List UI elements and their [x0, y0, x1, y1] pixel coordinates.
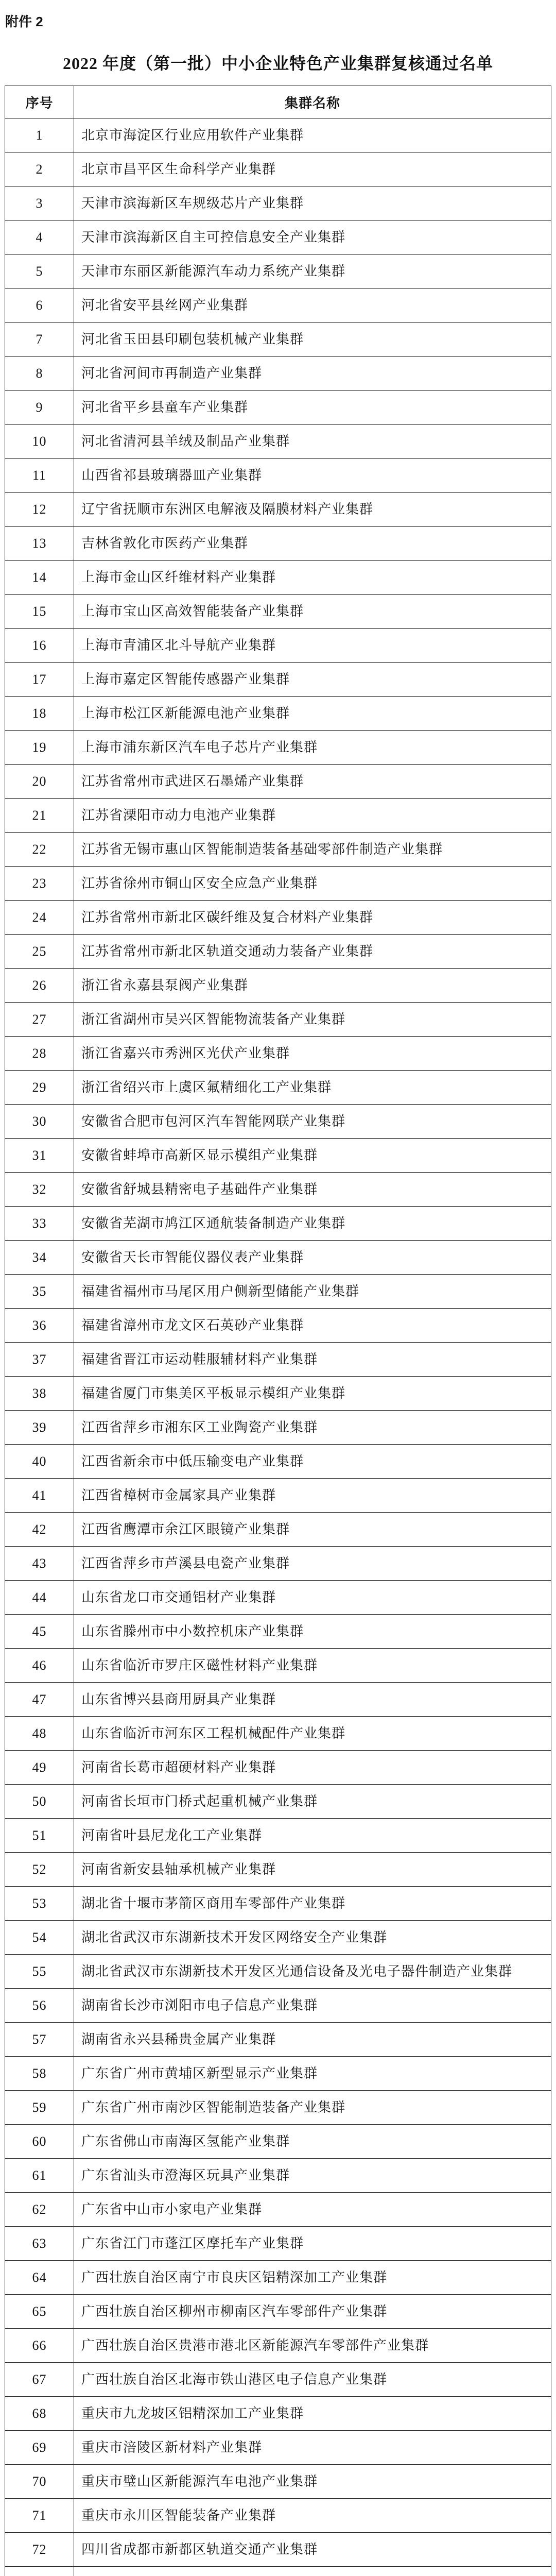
row-number: 40 — [5, 1445, 74, 1479]
table-row — [5, 1343, 551, 1377]
cluster-name: 江西省新余市中低压输变电产业集群 — [74, 1445, 551, 1479]
cluster-name: 河北省平乡县童车产业集群 — [74, 391, 551, 425]
row-number: 10 — [5, 425, 74, 459]
row-number: 8 — [5, 357, 74, 391]
cluster-name: 江苏省常州市新北区轨道交通动力装备产业集群 — [74, 935, 551, 969]
cluster-name: 江苏省常州市新北区碳纤维及复合材料产业集群 — [74, 901, 551, 935]
cluster-name: 河北省清河县羊绒及制品产业集群 — [74, 425, 551, 459]
table-row — [5, 1241, 551, 1275]
row-number: 60 — [5, 2125, 74, 2159]
cluster-name: 湖北省十堰市茅箭区商用车零部件产业集群 — [74, 1887, 551, 1921]
row-number: 15 — [5, 595, 74, 629]
cluster-name: 重庆市涪陵区新材料产业集群 — [74, 2431, 551, 2465]
row-number: 24 — [5, 901, 74, 935]
table-row — [5, 527, 551, 561]
table-row — [5, 1411, 551, 1445]
cluster-name: 广西壮族自治区南宁市良庆区铝精深加工产业集群 — [74, 2261, 551, 2295]
table-row — [5, 697, 551, 731]
cluster-name: 上海市金山区纤维材料产业集群 — [74, 561, 551, 595]
cluster-name: 湖北省武汉市东湖新技术开发区光通信设备及光电子器件制造产业集群 — [74, 1955, 551, 1989]
cluster-name: 安徽省舒城县精密电子基础件产业集群 — [74, 1173, 551, 1207]
table-row — [5, 221, 551, 255]
cluster-name: 山西省祁县玻璃器皿产业集群 — [74, 459, 551, 493]
cluster-name: 福建省福州市马尾区用户侧新型储能产业集群 — [74, 1275, 551, 1309]
table-row — [5, 2567, 551, 2576]
row-number: 70 — [5, 2465, 74, 2499]
table-row — [5, 1819, 551, 1853]
row-number: 6 — [5, 289, 74, 323]
row-number — [5, 2567, 74, 2576]
cluster-name: 重庆市永川区智能装备产业集群 — [74, 2499, 551, 2533]
table-row — [5, 1785, 551, 1819]
cluster-name: 浙江省湖州市吴兴区智能物流装备产业集群 — [74, 1003, 551, 1037]
table-row — [5, 1853, 551, 1887]
row-number: 9 — [5, 391, 74, 425]
row-number: 25 — [5, 935, 74, 969]
row-number: 33 — [5, 1207, 74, 1241]
row-number: 59 — [5, 2091, 74, 2125]
cluster-name: 江苏省无锡市惠山区智能制造装备基础零部件制造产业集群 — [74, 833, 551, 867]
table-row — [5, 2227, 551, 2261]
row-number: 47 — [5, 1683, 74, 1717]
row-number: 26 — [5, 969, 74, 1003]
table-row — [5, 1717, 551, 1751]
row-number: 5 — [5, 255, 74, 289]
table-row — [5, 1581, 551, 1615]
cluster-name: 安徽省合肥市包河区汽车智能网联产业集群 — [74, 1105, 551, 1139]
table-row — [5, 2125, 551, 2159]
table-row — [5, 2499, 551, 2533]
row-number: 23 — [5, 867, 74, 901]
table-row — [5, 1037, 551, 1071]
row-number: 49 — [5, 1751, 74, 1785]
cluster-name: 河北省玉田县印刷包装机械产业集群 — [74, 323, 551, 357]
cluster-name: 上海市青浦区北斗导航产业集群 — [74, 629, 551, 663]
row-number: 51 — [5, 1819, 74, 1853]
row-number: 13 — [5, 527, 74, 561]
cluster-name: 河南省长垣市门桥式起重机械产业集群 — [74, 1785, 551, 1819]
row-number: 44 — [5, 1581, 74, 1615]
row-number: 72 — [5, 2533, 74, 2567]
cluster-name: 上海市宝山区高效智能装备产业集群 — [74, 595, 551, 629]
cluster-name: 北京市昌平区生命科学产业集群 — [74, 152, 551, 187]
row-number: 2 — [5, 152, 74, 187]
table-row — [5, 118, 551, 152]
cluster-name: 河南省叶县尼龙化工产业集群 — [74, 1819, 551, 1853]
table-row — [5, 289, 551, 323]
row-number: 16 — [5, 629, 74, 663]
table-row — [5, 459, 551, 493]
row-number: 62 — [5, 2193, 74, 2227]
table-row — [5, 425, 551, 459]
row-number: 32 — [5, 1173, 74, 1207]
cluster-name: 天津市东丽区新能源汽车动力系统产业集群 — [74, 255, 551, 289]
header-cluster-name: 集群名称 — [74, 86, 551, 118]
table-row — [5, 391, 551, 425]
cluster-name: 广东省广州市黄埔区新型显示产业集群 — [74, 2057, 551, 2091]
table-row — [5, 731, 551, 765]
row-number: 56 — [5, 1989, 74, 2023]
row-number: 28 — [5, 1037, 74, 1071]
cluster-name: 辽宁省抚顺市东洲区电解液及隔膜材料产业集群 — [74, 493, 551, 527]
table-row — [5, 969, 551, 1003]
cluster-name: 湖北省武汉市东湖新技术开发区网络安全产业集群 — [74, 1921, 551, 1955]
cluster-name: 江西省萍乡市芦溪县电瓷产业集群 — [74, 1547, 551, 1581]
row-number: 31 — [5, 1139, 74, 1173]
cluster-name: 江西省萍乡市湘东区工业陶瓷产业集群 — [74, 1411, 551, 1445]
row-number: 57 — [5, 2023, 74, 2057]
table-row — [5, 323, 551, 357]
cluster-name: 河北省安平县丝网产业集群 — [74, 289, 551, 323]
cluster-table — [4, 86, 552, 2576]
table-row — [5, 2431, 551, 2465]
table-row — [5, 152, 551, 187]
row-number: 37 — [5, 1343, 74, 1377]
row-number: 39 — [5, 1411, 74, 1445]
table-row — [5, 1513, 551, 1547]
table-row — [5, 1071, 551, 1105]
cluster-name: 山东省临沂市河东区工程机械配件产业集群 — [74, 1717, 551, 1751]
table-row — [5, 629, 551, 663]
table-row — [5, 1683, 551, 1717]
cluster-name: 北京市海淀区行业应用软件产业集群 — [74, 118, 551, 152]
row-number: 29 — [5, 1071, 74, 1105]
table-row — [5, 1309, 551, 1343]
table-row — [5, 2023, 551, 2057]
cluster-name: 山东省临沂市罗庄区磁性材料产业集群 — [74, 1649, 551, 1683]
row-number: 54 — [5, 1921, 74, 1955]
table-row — [5, 2159, 551, 2193]
row-number: 12 — [5, 493, 74, 527]
table-row — [5, 2295, 551, 2329]
cluster-name — [74, 2567, 551, 2576]
table-row — [5, 1887, 551, 1921]
table-row — [5, 1207, 551, 1241]
table-row — [5, 1921, 551, 1955]
cluster-name: 安徽省天长市智能仪器仪表产业集群 — [74, 1241, 551, 1275]
cluster-name: 福建省厦门市集美区平板显示模组产业集群 — [74, 1377, 551, 1411]
header-number: 序号 — [5, 86, 74, 118]
table-row — [5, 1547, 551, 1581]
table-row — [5, 595, 551, 629]
cluster-name: 广东省江门市蓬江区摩托车产业集群 — [74, 2227, 551, 2261]
table-header — [5, 86, 551, 118]
table-row — [5, 1479, 551, 1513]
table-row — [5, 2397, 551, 2431]
cluster-name: 天津市滨海新区车规级芯片产业集群 — [74, 187, 551, 221]
cluster-name: 河北省河间市再制造产业集群 — [74, 357, 551, 391]
table-row — [5, 1105, 551, 1139]
table-row — [5, 1377, 551, 1411]
row-number: 18 — [5, 697, 74, 731]
cluster-name: 吉林省敦化市医药产业集群 — [74, 527, 551, 561]
table-row — [5, 833, 551, 867]
table-row — [5, 2193, 551, 2227]
table-row — [5, 867, 551, 901]
row-number: 20 — [5, 765, 74, 799]
table-row — [5, 1955, 551, 1989]
table-row — [5, 2091, 551, 2125]
row-number: 71 — [5, 2499, 74, 2533]
table-row — [5, 1445, 551, 1479]
cluster-name: 广西壮族自治区贵港市港北区新能源汽车零部件产业集群 — [74, 2329, 551, 2363]
row-number: 27 — [5, 1003, 74, 1037]
row-number: 46 — [5, 1649, 74, 1683]
row-number: 7 — [5, 323, 74, 357]
row-number: 38 — [5, 1377, 74, 1411]
cluster-name: 广东省广州市南沙区智能制造装备产业集群 — [74, 2091, 551, 2125]
table-row — [5, 493, 551, 527]
row-number: 58 — [5, 2057, 74, 2091]
row-number: 43 — [5, 1547, 74, 1581]
cluster-name: 重庆市九龙坡区铝精深加工产业集群 — [74, 2397, 551, 2431]
row-number: 36 — [5, 1309, 74, 1343]
table-row — [5, 187, 551, 221]
table-row — [5, 1649, 551, 1683]
row-number: 61 — [5, 2159, 74, 2193]
row-number: 21 — [5, 799, 74, 833]
table-row — [5, 1003, 551, 1037]
table-row — [5, 1751, 551, 1785]
cluster-name: 江苏省常州市武进区石墨烯产业集群 — [74, 765, 551, 799]
cluster-name: 江苏省溧阳市动力电池产业集群 — [74, 799, 551, 833]
document-title: 2022 年度（第一批）中小企业特色产业集群复核通过名单 — [62, 54, 493, 73]
cluster-name: 安徽省蚌埠市高新区显示模组产业集群 — [74, 1139, 551, 1173]
row-number: 4 — [5, 221, 74, 255]
table-row — [5, 799, 551, 833]
cluster-name: 广西壮族自治区柳州市柳南区汽车零部件产业集群 — [74, 2295, 551, 2329]
cluster-name: 江西省樟树市金属家具产业集群 — [74, 1479, 551, 1513]
cluster-name: 山东省滕州市中小数控机床产业集群 — [74, 1615, 551, 1649]
cluster-name: 浙江省永嘉县泵阀产业集群 — [74, 969, 551, 1003]
cluster-name: 广东省佛山市南海区氢能产业集群 — [74, 2125, 551, 2159]
row-number: 1 — [5, 118, 74, 152]
row-number: 50 — [5, 1785, 74, 1819]
row-number: 30 — [5, 1105, 74, 1139]
cluster-name: 上海市嘉定区智能传感器产业集群 — [74, 663, 551, 697]
table-row — [5, 1615, 551, 1649]
table-row — [5, 1275, 551, 1309]
table-row — [5, 935, 551, 969]
cluster-name: 河南省长葛市超硬材料产业集群 — [74, 1751, 551, 1785]
cluster-name: 四川省成都市新都区轨道交通产业集群 — [74, 2533, 551, 2567]
cluster-name: 浙江省绍兴市上虞区氟精细化工产业集群 — [74, 1071, 551, 1105]
attachment-label: 附件 2 — [5, 14, 43, 29]
table-row — [5, 2329, 551, 2363]
row-number: 14 — [5, 561, 74, 595]
cluster-name: 山东省博兴县商用厨具产业集群 — [74, 1683, 551, 1717]
cluster-name: 重庆市璧山区新能源汽车电池产业集群 — [74, 2465, 551, 2499]
cluster-name: 广东省汕头市澄海区玩具产业集群 — [74, 2159, 551, 2193]
row-number: 64 — [5, 2261, 74, 2295]
cluster-name: 广东省中山市小家电产业集群 — [74, 2193, 551, 2227]
row-number: 53 — [5, 1887, 74, 1921]
row-number: 69 — [5, 2431, 74, 2465]
row-number: 52 — [5, 1853, 74, 1887]
cluster-name: 天津市滨海新区自主可控信息安全产业集群 — [74, 221, 551, 255]
table-row — [5, 2363, 551, 2397]
row-number: 35 — [5, 1275, 74, 1309]
row-number: 41 — [5, 1479, 74, 1513]
table-row — [5, 357, 551, 391]
cluster-table-body — [5, 118, 551, 2576]
table-row — [5, 255, 551, 289]
row-number: 3 — [5, 187, 74, 221]
table-row — [5, 2057, 551, 2091]
table-row — [5, 2533, 551, 2567]
row-number: 42 — [5, 1513, 74, 1547]
cluster-name: 江苏省徐州市铜山区安全应急产业集群 — [74, 867, 551, 901]
row-number: 67 — [5, 2363, 74, 2397]
table-row — [5, 2261, 551, 2295]
table-row — [5, 2465, 551, 2499]
row-number: 65 — [5, 2295, 74, 2329]
cluster-name: 河南省新安县轴承机械产业集群 — [74, 1853, 551, 1887]
row-number: 68 — [5, 2397, 74, 2431]
cluster-name: 湖南省长沙市浏阳市电子信息产业集群 — [74, 1989, 551, 2023]
row-number: 63 — [5, 2227, 74, 2261]
table-row — [5, 1173, 551, 1207]
cluster-name: 福建省漳州市龙文区石英砂产业集群 — [74, 1309, 551, 1343]
table-row — [5, 1139, 551, 1173]
row-number: 45 — [5, 1615, 74, 1649]
header-row — [5, 86, 551, 118]
cluster-name: 江西省鹰潭市余江区眼镜产业集群 — [74, 1513, 551, 1547]
table-row — [5, 561, 551, 595]
row-number: 55 — [5, 1955, 74, 1989]
cluster-name: 上海市浦东新区汽车电子芯片产业集群 — [74, 731, 551, 765]
row-number: 17 — [5, 663, 74, 697]
cluster-name: 湖南省永兴县稀贵金属产业集群 — [74, 2023, 551, 2057]
cluster-name: 广西壮族自治区北海市铁山港区电子信息产业集群 — [74, 2363, 551, 2397]
row-number: 48 — [5, 1717, 74, 1751]
row-number: 34 — [5, 1241, 74, 1275]
row-number: 22 — [5, 833, 74, 867]
row-number: 66 — [5, 2329, 74, 2363]
cluster-name: 安徽省芜湖市鸠江区通航装备制造产业集群 — [74, 1207, 551, 1241]
cluster-name: 上海市松江区新能源电池产业集群 — [74, 697, 551, 731]
cluster-name: 福建省晋江市运动鞋服辅材料产业集群 — [74, 1343, 551, 1377]
row-number: 11 — [5, 459, 74, 493]
table-row — [5, 901, 551, 935]
row-number: 19 — [5, 731, 74, 765]
table-row — [5, 663, 551, 697]
table-row — [5, 1989, 551, 2023]
table-row — [5, 765, 551, 799]
cluster-name: 浙江省嘉兴市秀洲区光伏产业集群 — [74, 1037, 551, 1071]
cluster-name: 山东省龙口市交通铝材产业集群 — [74, 1581, 551, 1615]
